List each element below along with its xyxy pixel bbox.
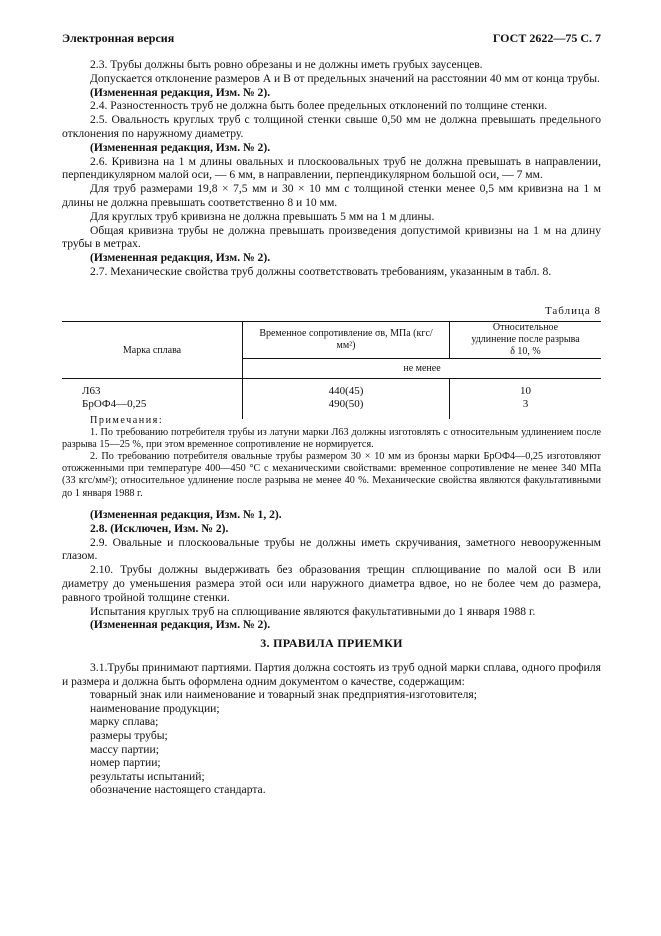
table-header-elongation: Относительное удлинение после разрыва δ 10, % (450, 322, 602, 359)
clause-2-6-total: Общая кривизна трубы не должна превышать произведения допустимой кривизны на 1 м на длину трубы в метрах. (62, 223, 601, 251)
list-item: результаты испытаний; (90, 769, 205, 783)
amendment-note: (Измененная редакция, Изм. № 1, 2). (90, 508, 282, 521)
table-subheader: не менее (243, 359, 602, 379)
section-3-heading: 3. ПРАВИЛА ПРИЕМКИ (260, 636, 403, 650)
table-caption: Таблица 8 (544, 305, 601, 317)
list-item: товарный знак или наименование и товарный знак предприятия-изготовителя; (90, 688, 477, 702)
header-standard-page: ГОСТ 2622—75 С. 7 (492, 31, 601, 45)
list-item: марку сплава; (90, 715, 159, 729)
list-item: обозначение настоящего стандарта. (90, 783, 266, 797)
amendment-note: (Измененная редакция, Изм. № 2). (90, 251, 271, 265)
list-item: наименование продукции; (90, 701, 220, 715)
table-header-grade: Марка сплава (62, 322, 243, 379)
clause-2-7: 2.7. Механические свойства труб должны соответствовать требованиям, указанным в табл. 8. (90, 264, 552, 278)
table-notes (62, 415, 601, 500)
clause-2-8 (62, 522, 601, 536)
table-row-grade-1: Л63 (62, 379, 243, 399)
clause-2-4: 2.4. Разностенность труб не должна быть более предельных отклонений по толщине стенки. (90, 99, 548, 113)
list-item: массу партии; (90, 742, 159, 756)
clause-2-3: 2.3. Трубы должны быть ровно обрезаны и не должны иметь грубых заусенцев. (90, 58, 483, 71)
clause-3-1: 3.1.Трубы принимают партиями. Партия должна состоять из труб одной марки сплава, одного профиля и размера и должна быть оформлена одним документом о качестве, содержащим: (62, 661, 601, 688)
table-row-strength-2: 490(50) (243, 398, 450, 419)
clause-2-8-text: 2.8. (Исключен, Изм. № 2). (90, 521, 229, 535)
clauses-2-8-to-2-10 (62, 508, 601, 632)
clause-2-6-sizes: Для труб размерами 19,8 × 7,5 мм и 30 × 10 мм с толщиной стенки менее 0,5 мм кривизна на 1 м длины не должна превышать соответственно 8 и 10 мм. (62, 182, 601, 209)
list-item: размеры трубы; (90, 728, 168, 742)
notes-title: Примечания: (90, 415, 164, 426)
section-3-body (62, 661, 601, 797)
strength-header-text: Временное сопротивление σв, МПа (кгс/мм²) (259, 328, 433, 351)
table-row-grade-2: БрОФ4—0,25 (62, 398, 243, 419)
amendment-note: (Измененная редакция, Изм. № 2). (90, 618, 271, 632)
table-row-strength-1: 440(45) (243, 379, 450, 399)
clause-2-6-round: Для круглых труб кривизна не должна превышать 5 мм на 1 м длины. (90, 209, 435, 223)
clause-2-10: 2.10. Трубы должны выдерживать без образования трещин сплющивание по малой оси В или диаметру до уменьшения размера этой оси или наружного диаметра вдвое, но не более чем до размера, равного тройной толщине стенки. (62, 563, 601, 604)
table-header-strength (243, 322, 450, 359)
clause-2-3-tolerance: Допускается отклонение размеров А и В от предельных значений на расстоянии 40 мм от конца трубы. (90, 71, 600, 85)
clause-2-9: 2.9. Овальные и плоскоовальные трубы не должны иметь скручивания, заметного невооруженным глазом. (62, 535, 601, 563)
clause-2-6: 2.6. Кривизна на 1 м длины овальных и плоскоовальных труб не должна превышать в направлении, перпендикулярном малой оси, — 6 мм, в направлении, перпендикулярном большой оси, — 7 мм. (62, 154, 601, 182)
clause-2-5: 2.5. Овальность круглых труб с толщиной стенки свыше 0,50 мм не должна превышать предельного отклонения по наружному диаметру. (62, 113, 601, 140)
clause-2-10-tests: Испытания круглых труб на сплющивание являются факультативными до 1 января 1988 г. (90, 604, 536, 618)
note-2: 2. По требованию потребителя овальные трубы размером 30 × 10 мм из бронзы марки БрОФ4—0,25 изготовляют отожженными при температуре 400—450 °С с механическими свойствами: временное сопротивление не менее 340 МПа (33 кгс/мм²); относительное удлинение после разрыва не менее 40 %. Механические свойства являются факультативными до 1 января 1988 г. (62, 451, 601, 499)
list-item: номер партии; (90, 756, 161, 770)
table-row-elongation-2: 3 (522, 398, 529, 410)
amendment-note: (Измененная редакция, Изм. № 2). (90, 85, 271, 99)
note-1: 1. По требованию потребителя трубы из латуни марки Л63 должны изготовлять с относительным удлинением после разрыва 15—25 %, при этом временное сопротивление не нормируется. (62, 427, 601, 451)
header-edition: Электронная версия (62, 31, 175, 45)
amendment-note: (Измененная редакция, Изм. № 2). (90, 140, 271, 154)
table-row-elongation-1: 10 (520, 385, 531, 397)
mechanical-properties-table (62, 321, 601, 419)
clauses-2-3-to-2-7 (62, 58, 601, 279)
